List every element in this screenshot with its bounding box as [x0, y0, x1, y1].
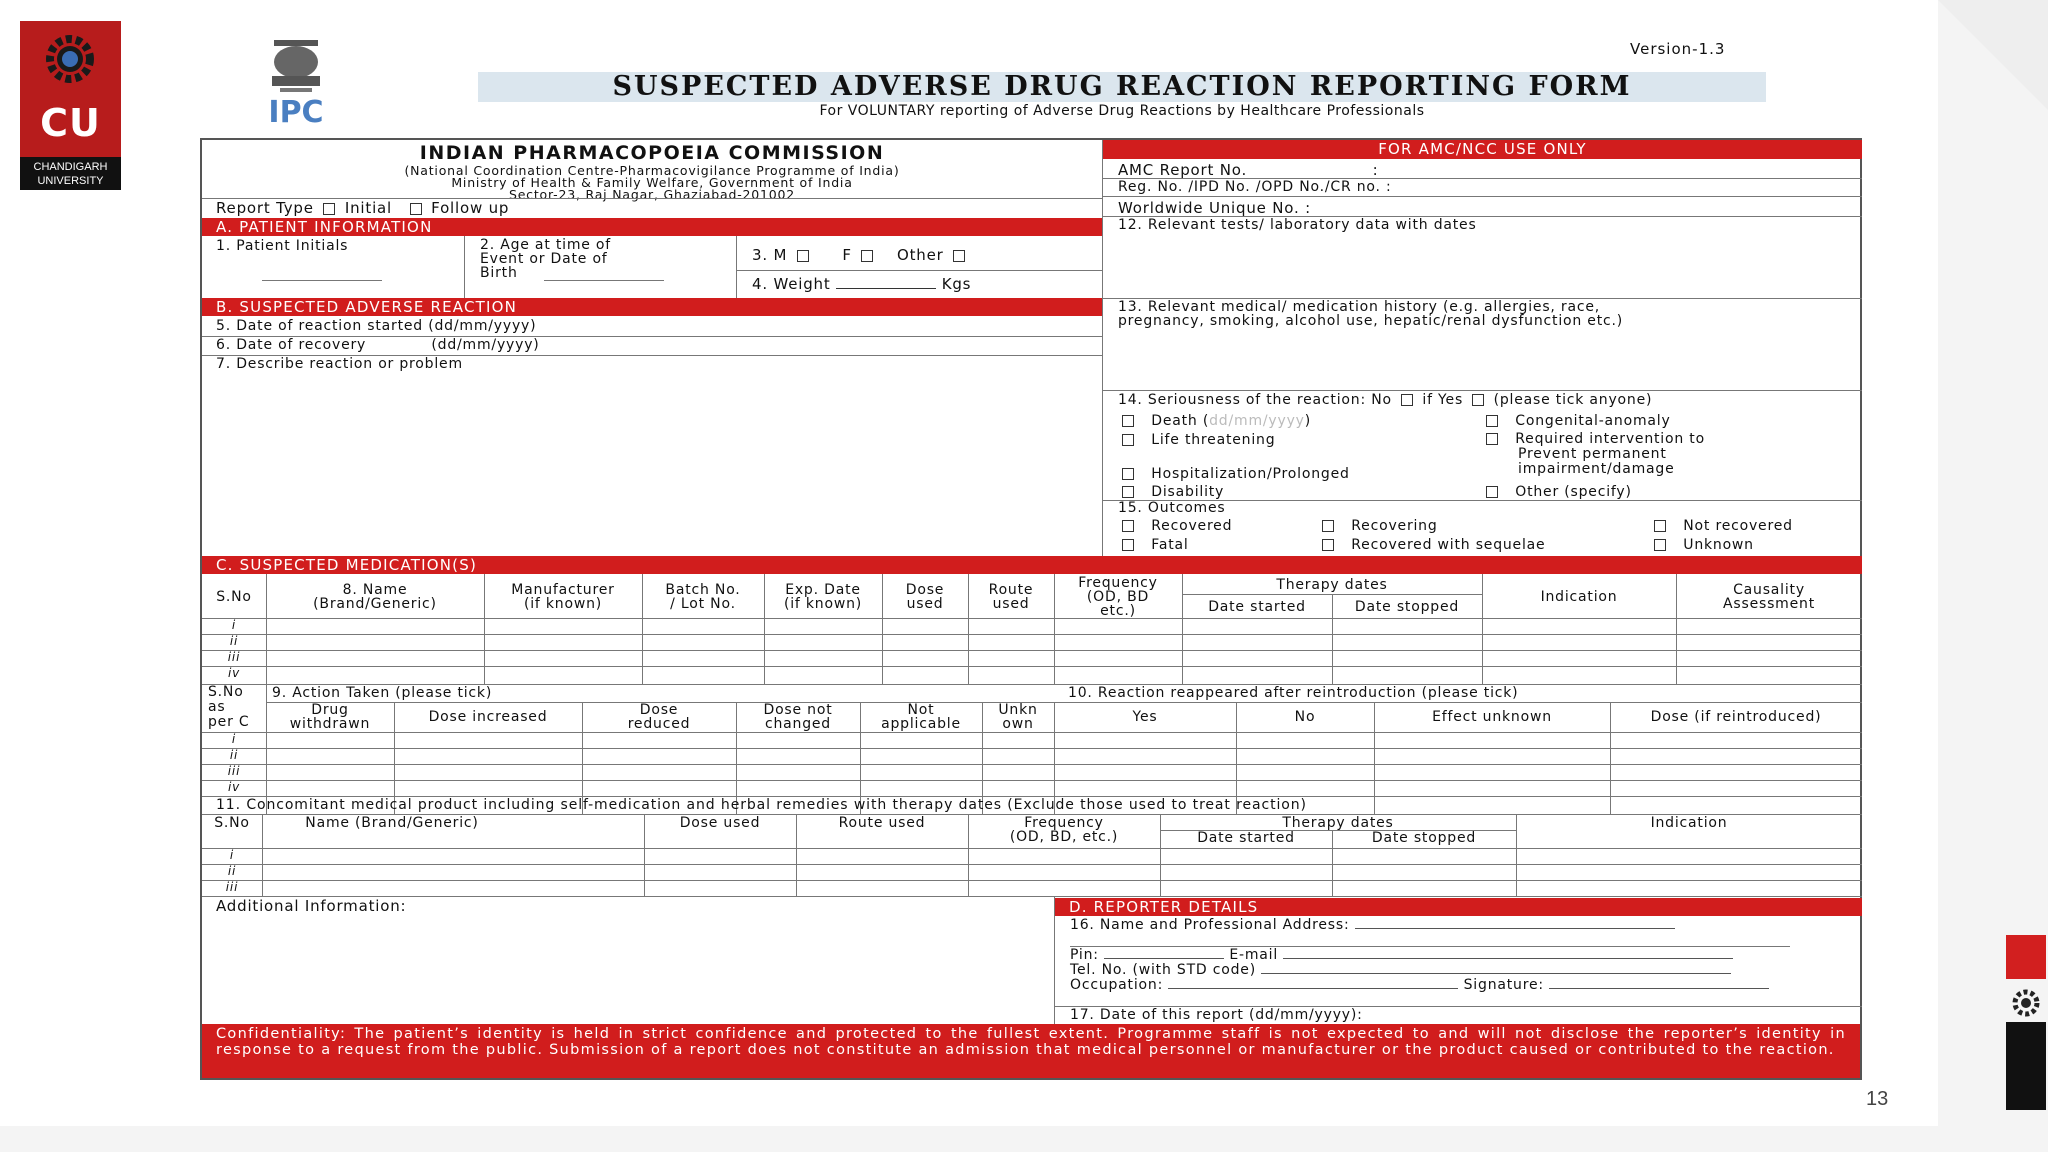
col-batch-line-2: / Lot No.: [670, 596, 736, 612]
q9-sno: [208, 685, 268, 730]
col-not-applicable: [860, 703, 982, 731]
col-route-line-1: Route: [988, 582, 1034, 598]
unknown-label: Unknown: [1683, 537, 1754, 553]
q15-recovering: [1318, 518, 1438, 534]
col-unknown-line-2: own: [1002, 716, 1034, 732]
q12-label: 12. Relevant tests/ laboratory data with dates: [1118, 217, 1477, 233]
org-line-3: Sector-23, Raj Nagar, Ghaziabad-201002: [508, 187, 796, 202]
col-exp-line-2: (if known): [783, 596, 863, 612]
adr-reporting-form: [200, 138, 1862, 1080]
emblem-caption: IPC: [268, 95, 324, 128]
row-line: [266, 702, 1862, 703]
q11-col-frequency: [968, 816, 1160, 844]
death-date-format: dd/mm/yyyy: [1209, 413, 1305, 429]
sex-row: [752, 246, 969, 264]
row-line: [202, 880, 1862, 881]
fatal-checkbox[interactable]: [1122, 539, 1134, 551]
col-not-applicable-line-1: Not: [907, 702, 935, 718]
weight-field[interactable]: [836, 288, 936, 289]
q11-col-frequency-line-2: (OD, BD, etc.): [1009, 829, 1119, 845]
patient-initials-field: [262, 280, 382, 281]
required-line-1: Required intervention to: [1515, 431, 1705, 447]
age-label-line-1: 2. Age at time of: [480, 237, 612, 253]
col-dose-line-2: used: [906, 596, 944, 612]
tel-label: Tel. No. (with STD code): [1070, 962, 1256, 978]
col-frequency-line-3: etc.): [1100, 603, 1136, 619]
hospitalization-label: Hospitalization/Prolonged: [1151, 466, 1350, 482]
occupation-label: Occupation:: [1070, 977, 1164, 993]
concomitant-row-i: i: [229, 848, 235, 862]
org-line-2: Ministry of Health & Family Welfare, Government of India: [451, 175, 853, 190]
q15-fatal: [1118, 537, 1189, 553]
q14-required-row: [1482, 432, 1705, 477]
university-letters: CU: [40, 101, 101, 145]
med-row-iii: iii: [227, 650, 241, 664]
gear-icon: [40, 29, 100, 89]
action-row-iv: iv: [227, 780, 241, 794]
recovering-checkbox[interactable]: [1322, 520, 1334, 532]
q11-col-frequency-line-1: Frequency: [1024, 815, 1104, 831]
not-recovered-label: Not recovered: [1683, 518, 1793, 534]
col-dose-line-1: Dose: [905, 582, 945, 598]
settings-gear-icon: [2006, 983, 2046, 1023]
side-accent-black: [2006, 1022, 2046, 1110]
q11-title: 11. Concomitant medical product including self-medication and herbal remedies with therapy dates (Exclude those used to treat reaction): [216, 797, 1307, 813]
email-field[interactable]: [1283, 958, 1733, 959]
row-line: [202, 650, 1862, 651]
q11-col-date-started: Date started: [1197, 830, 1295, 846]
amc-report-no: [1118, 161, 1378, 179]
col-manufacturer-line-2: (if known): [523, 596, 603, 612]
col-indication: Indication: [1540, 589, 1618, 605]
university-name: CHANDIGARH UNIVERSITY: [20, 157, 121, 190]
row-line: [736, 270, 1102, 271]
q16-text: 16. Name and Professional Address:: [1070, 917, 1350, 933]
sex-female-label: F: [842, 246, 852, 264]
col-causality-line-2: Assessment: [1723, 596, 1815, 612]
amc-header: FOR AMC/NCC USE ONLY: [1103, 140, 1862, 159]
congenital-checkbox[interactable]: [1486, 415, 1498, 427]
q13-line-2: pregnancy, smoking, alcohol use, hepatic/renal dysfunction etc.): [1118, 313, 1624, 329]
follow-up-checkbox[interactable]: [410, 203, 422, 215]
tel-row: [1070, 962, 1731, 978]
col-date-started: Date started: [1208, 599, 1306, 615]
follow-up-label: Follow up: [431, 199, 510, 217]
col-dose-not-changed: [736, 703, 860, 731]
row-line: [202, 780, 1862, 781]
q11-col-therapy: Therapy dates: [1282, 815, 1394, 831]
age-label-line-2: Event or Date of: [480, 251, 608, 267]
pin-label: Pin:: [1070, 947, 1099, 963]
row-line: [202, 864, 1862, 865]
med-row-iv: iv: [227, 666, 241, 680]
side-accent-red: [2006, 935, 2046, 979]
col-therapy-dates: Therapy dates: [1276, 577, 1388, 593]
report-type-label: Report Type: [216, 199, 314, 217]
congenital-label: Congenital-anomaly: [1515, 413, 1671, 429]
row-line: [202, 732, 1862, 733]
initial-label: Initial: [344, 199, 393, 217]
worldwide-unique-no: Worldwide Unique No. :: [1118, 199, 1311, 217]
q11-col-dose: Dose used: [679, 815, 761, 831]
row-line: [1103, 390, 1862, 391]
email-label: E-mail: [1229, 947, 1279, 963]
col-date-stopped: Date stopped: [1354, 599, 1460, 615]
sex-male-label: 3. M: [752, 246, 788, 264]
female-checkbox[interactable]: [861, 250, 873, 262]
col-causality-line-1: Causality: [1733, 582, 1805, 598]
col-route: [968, 583, 1054, 611]
amc-report-colon: :: [1372, 161, 1379, 179]
col-unknown-line-1: Unkn: [998, 702, 1038, 718]
col-unknown: [982, 703, 1054, 731]
sex-other-label: Other: [896, 246, 944, 264]
col-line: [736, 236, 737, 298]
slide-background-right: [1938, 0, 2048, 1152]
q14-death-row: [1118, 413, 1311, 429]
q14-disability-row: [1118, 484, 1224, 500]
q14-life-row: [1118, 432, 1275, 448]
male-checkbox[interactable]: [797, 250, 809, 262]
sequelae-checkbox[interactable]: [1322, 539, 1334, 551]
weight-label: 4. Weight: [752, 275, 831, 293]
col-not-applicable-line-2: applicable: [881, 716, 961, 732]
required-line-2: Prevent permanent: [1518, 446, 1667, 462]
signature-label: Signature:: [1463, 977, 1544, 993]
q14-label: [1118, 392, 1652, 408]
col-drug-withdrawn-line-2: withdrawn: [289, 716, 371, 732]
col-manufacturer-line-1: Manufacturer: [511, 582, 615, 598]
q13-line-1: 13. Relevant medical/ medication history (e.g. allergies, race,: [1118, 299, 1601, 315]
q11-col-name: Name (Brand/Generic): [305, 815, 479, 831]
date-of-recovery-format: (dd/mm/yyyy): [431, 337, 540, 353]
col-batch: [642, 583, 764, 611]
university-logo: [20, 21, 121, 190]
report-type-row: [216, 199, 509, 217]
col-frequency: [1054, 576, 1182, 618]
col-line: [464, 236, 465, 298]
col-causality: [1676, 583, 1862, 611]
fatal-label: Fatal: [1151, 537, 1189, 553]
weight-unit: Kgs: [941, 275, 972, 293]
life-threatening-label: Life threatening: [1151, 432, 1276, 448]
q15-not-recovered: [1650, 518, 1793, 534]
age-label-line-3: Birth: [480, 265, 518, 281]
q17-label: 17. Date of this report (dd/mm/yyyy):: [1070, 1007, 1363, 1023]
q10-title: 10. Reaction reappeared after reintroduction (please tick): [1068, 685, 1519, 701]
col-manufacturer: [484, 583, 642, 611]
date-of-recovery: [216, 337, 540, 353]
concomitant-row-iii: iii: [225, 880, 239, 894]
row-line: [202, 748, 1862, 749]
med-row-i: i: [231, 618, 237, 632]
unknown-checkbox[interactable]: [1654, 539, 1666, 551]
date-reaction-started: 5. Date of reaction started (dd/mm/yyyy): [216, 318, 537, 334]
col-dose-increased: Dose increased: [428, 709, 548, 725]
slide-corner-fold: [1938, 0, 2048, 110]
q15-recovered: [1118, 518, 1232, 534]
row-line: [202, 764, 1862, 765]
col-batch-line-1: Batch No.: [665, 582, 741, 598]
col-dose-not-changed-line-1: Dose not: [763, 702, 833, 718]
death-close: ): [1304, 413, 1312, 429]
col-dose-reduced: [582, 703, 736, 731]
q11-col-sno: S.No: [214, 815, 250, 831]
weight-row: [752, 275, 971, 293]
col-name-line-1: 8. Name: [342, 582, 408, 598]
col-name: [266, 583, 484, 611]
form-title: SUSPECTED ADVERSE DRUG REACTION REPORTING FORM: [478, 72, 1766, 102]
other-specify-checkbox[interactable]: [1486, 486, 1498, 498]
q11-col-date-stopped: Date stopped: [1371, 830, 1477, 846]
row-line: [202, 634, 1862, 635]
required-line-3: impairment/damage: [1518, 461, 1675, 477]
q15-label: 15. Outcomes: [1118, 500, 1226, 516]
row-line: [202, 666, 1862, 667]
not-recovered-checkbox[interactable]: [1654, 520, 1666, 532]
col-name-line-2: (Brand/Generic): [313, 596, 437, 612]
concomitant-row-ii: ii: [227, 864, 237, 878]
col-frequency-line-2: (OD, BD: [1086, 589, 1150, 605]
col-yes: Yes: [1132, 709, 1158, 725]
section-d-header: D. REPORTER DETAILS: [1055, 898, 1862, 916]
q15-sequelae: [1318, 537, 1545, 553]
describe-reaction-label: 7. Describe reaction or problem: [216, 356, 463, 372]
col-dose: [882, 583, 968, 611]
amc-report-no-label: AMC Report No.: [1118, 161, 1248, 179]
col-drug-withdrawn: [266, 703, 394, 731]
col-effect-unknown: Effect unknown: [1432, 709, 1552, 725]
col-route-line-2: used: [992, 596, 1030, 612]
sequelae-label: Recovered with sequelae: [1351, 537, 1546, 553]
life-threatening-checkbox[interactable]: [1122, 434, 1134, 446]
death-checkbox[interactable]: [1122, 415, 1134, 427]
q11-col-indication: Indication: [1650, 815, 1728, 831]
disability-checkbox[interactable]: [1122, 486, 1134, 498]
section-a-header: A. PATIENT INFORMATION: [202, 218, 1102, 236]
seriousness-no-checkbox[interactable]: [1401, 394, 1413, 406]
section-c-header: C. SUSPECTED MEDICATION(S): [202, 556, 1862, 574]
q9-sno-line-1: S.No: [208, 684, 244, 700]
pin-field[interactable]: [1104, 958, 1224, 959]
action-row-ii: ii: [229, 748, 239, 762]
form-version: Version-1.3: [1630, 40, 1726, 58]
org-name: INDIAN PHARMACOPOEIA COMMISSION: [419, 142, 885, 164]
additional-info-label: Additional Information:: [216, 897, 407, 915]
action-row-i: i: [231, 732, 237, 746]
section-b-header: B. SUSPECTED ADVERSE REACTION: [202, 298, 1102, 316]
name-address-field[interactable]: [1355, 928, 1675, 929]
reg-no: Reg. No. /IPD No. /OPD No./CR no. :: [1118, 179, 1392, 195]
recovering-label: Recovering: [1351, 518, 1438, 534]
occupation-field[interactable]: [1168, 988, 1458, 989]
q9-title: 9. Action Taken (please tick): [272, 685, 493, 701]
col-drug-withdrawn-line-1: Drug: [311, 702, 349, 718]
row-line: [1182, 594, 1482, 595]
med-row-ii: ii: [229, 634, 239, 648]
government-emblem-icon: [240, 38, 352, 128]
col-dose-reintroduced: Dose (if reintroduced): [1650, 709, 1822, 725]
col-no: No: [1294, 709, 1316, 725]
required-intervention-checkbox[interactable]: [1486, 433, 1498, 445]
q15-unknown: [1650, 537, 1754, 553]
initial-checkbox[interactable]: [323, 203, 335, 215]
other-checkbox[interactable]: [953, 250, 965, 262]
q14-suffix: (please tick anyone): [1493, 392, 1653, 408]
confidentiality-notice: Confidentiality: The patient’s identity is held in strict confidence and protected to the fullest extent. Programme staff is not expected to and will not disclose the reporter’s identity in response to a request from the public. Submission of a report does not constitute an admission that medical personnel or manufacturer or the product caused or contributed to the reaction.: [202, 1024, 1860, 1078]
page-number: 13: [1866, 1088, 1889, 1110]
disability-label: Disability: [1151, 484, 1225, 500]
q13-label: [1118, 300, 1623, 328]
date-of-recovery-label: 6. Date of recovery: [216, 337, 367, 353]
hospitalization-checkbox[interactable]: [1122, 468, 1134, 480]
col-frequency-line-1: Frequency: [1078, 575, 1158, 591]
occupation-row: [1070, 977, 1769, 993]
col-dose-reduced-line-1: Dose: [639, 702, 679, 718]
q9-sno-line-3: per C: [208, 714, 250, 730]
q14-other-row: [1482, 484, 1632, 500]
col-dose-not-changed-line-2: changed: [764, 716, 831, 732]
row-line: [202, 896, 1862, 897]
q11-col-route: Route used: [838, 815, 926, 831]
row-line: [202, 848, 1862, 849]
col-sno: S.No: [216, 589, 252, 605]
q14-prefix: 14. Seriousness of the reaction: No: [1118, 392, 1392, 408]
patient-initials-label: 1. Patient Initials: [216, 238, 349, 254]
age-field: [544, 280, 664, 281]
col-exp-line-1: Exp. Date: [785, 582, 861, 598]
recovered-label: Recovered: [1151, 518, 1233, 534]
signature-field[interactable]: [1549, 988, 1769, 989]
action-row-iii: iii: [227, 764, 241, 778]
age-label: [480, 238, 611, 280]
slide-background-bottom: [0, 1126, 2048, 1152]
pin-row: [1070, 947, 1733, 963]
death-label: Death (: [1151, 413, 1210, 429]
col-dose-reduced-line-2: reduced: [627, 716, 691, 732]
q14-congenital-row: [1482, 413, 1671, 429]
q14-hospital-row: [1118, 466, 1350, 482]
col-exp-date: [764, 583, 882, 611]
form-subtitle: For VOLUNTARY reporting of Adverse Drug Reactions by Healthcare Professionals: [819, 103, 1425, 119]
row-line: [1103, 196, 1862, 197]
seriousness-yes-checkbox[interactable]: [1472, 394, 1484, 406]
q16-label: [1070, 917, 1675, 933]
recovered-checkbox[interactable]: [1122, 520, 1134, 532]
other-specify-label: Other (specify): [1515, 484, 1632, 500]
q14-if-yes: if Yes: [1422, 392, 1464, 408]
org-line-1: (National Coordination Centre-Pharmacovigilance Programme of India): [404, 163, 900, 178]
tel-field[interactable]: [1261, 973, 1731, 974]
column-divider: [1102, 140, 1103, 556]
row-line: [202, 618, 1862, 619]
q9-sno-line-2: as: [208, 699, 226, 715]
